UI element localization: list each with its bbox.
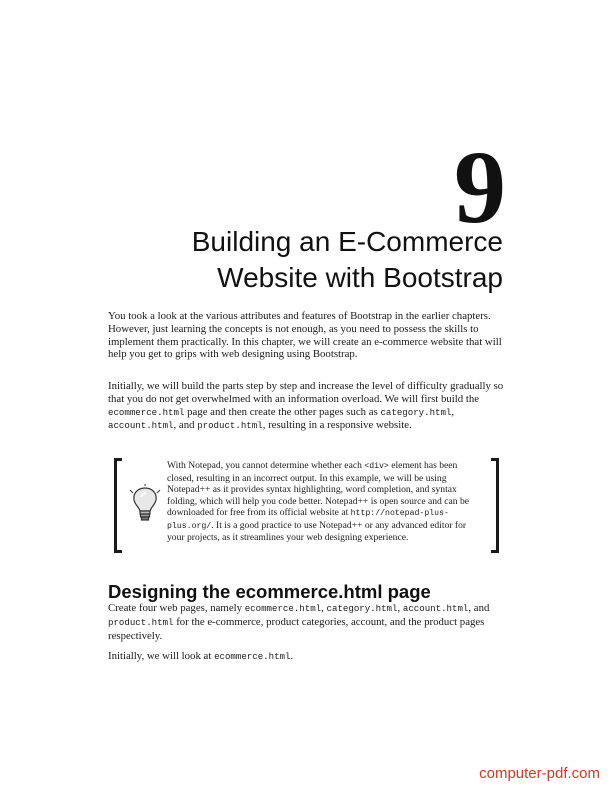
text-run: element has been closed, resulting in an incorrect output. In this example, we will be using Notepad++ as it provides syntax highlighting, word completion, and syntax folding, which will help you code better. Notepad++ is open source and can be downloaded for free from its official website at xyxy=(167,460,470,518)
code-ecommerce-html: ecommerce.html xyxy=(244,603,322,614)
text-run: , xyxy=(397,602,403,614)
code-ecommerce-html: ecommerce.html xyxy=(108,406,185,418)
text-run: for the e-commerce, product categories, account, and the product pages respectively. xyxy=(108,615,485,642)
text-run: With Notepad, you cannot determine whether each xyxy=(167,460,365,471)
text-run: , resulting in a responsive website. xyxy=(262,419,412,432)
text-run: . xyxy=(290,650,294,662)
text-run: . It is a good practice to use Notepad++ or any advanced editor for your projects, as it streamlines your web designing experience. xyxy=(167,519,467,543)
watermark-link[interactable]: computer-pdf.com xyxy=(479,765,600,782)
code-product-html: product.html xyxy=(108,616,174,628)
tip-bracket-left xyxy=(114,458,122,553)
chapter-title-line-2: Website with Bootstrap xyxy=(217,262,503,293)
chapter-title-line-1: Building an E-Commerce xyxy=(191,226,503,257)
text-run: page and then create the other pages such as xyxy=(184,405,381,418)
tip-box xyxy=(114,458,499,554)
text-run: , xyxy=(451,405,455,418)
code-url: http://notepad-plus-plus.org/ xyxy=(167,509,449,531)
text-run: , and xyxy=(468,602,490,614)
intro-paragraph-1: You took a look at the various attributes and features of Bootstrap in the earlier chapters. However, just learning the concepts is not enough, as you need to possess the skills to implement them practically. In this chapter, we will create an e-commerce website that will help you get to grips with web designing using Bootstrap. xyxy=(108,310,502,361)
intro-paragraph-2 xyxy=(108,380,504,433)
code-ecommerce-html: ecommerce.html xyxy=(214,651,291,662)
text-run: Initially, we will build the parts step by step and increase the level of difficulty gradually so that you do not get overwhelmed with an information overload. We will first build the xyxy=(108,380,504,405)
code-account-html: account.html xyxy=(108,420,174,432)
chapter-number: 9 xyxy=(454,130,506,245)
section-paragraph-1 xyxy=(108,602,504,642)
tip-bracket-right xyxy=(491,458,499,553)
section-heading: Designing the ecommerce.html page xyxy=(108,581,431,602)
code-product-html: product.html xyxy=(197,420,263,432)
code-category-html: category.html xyxy=(380,406,452,418)
code-div: <div> xyxy=(364,462,389,471)
tip-text xyxy=(167,460,477,544)
text-run: Initially, we will look at xyxy=(108,650,215,662)
text-run: , and xyxy=(173,419,198,432)
lightbulb-icon xyxy=(128,484,162,524)
chapter-title xyxy=(192,224,503,296)
text-run: , xyxy=(321,602,327,614)
code-account-html: account.html xyxy=(402,603,469,614)
code-category-html: category.html xyxy=(326,603,398,614)
text-run: Create four web pages, namely xyxy=(108,602,245,614)
section-paragraph-2 xyxy=(108,650,504,664)
